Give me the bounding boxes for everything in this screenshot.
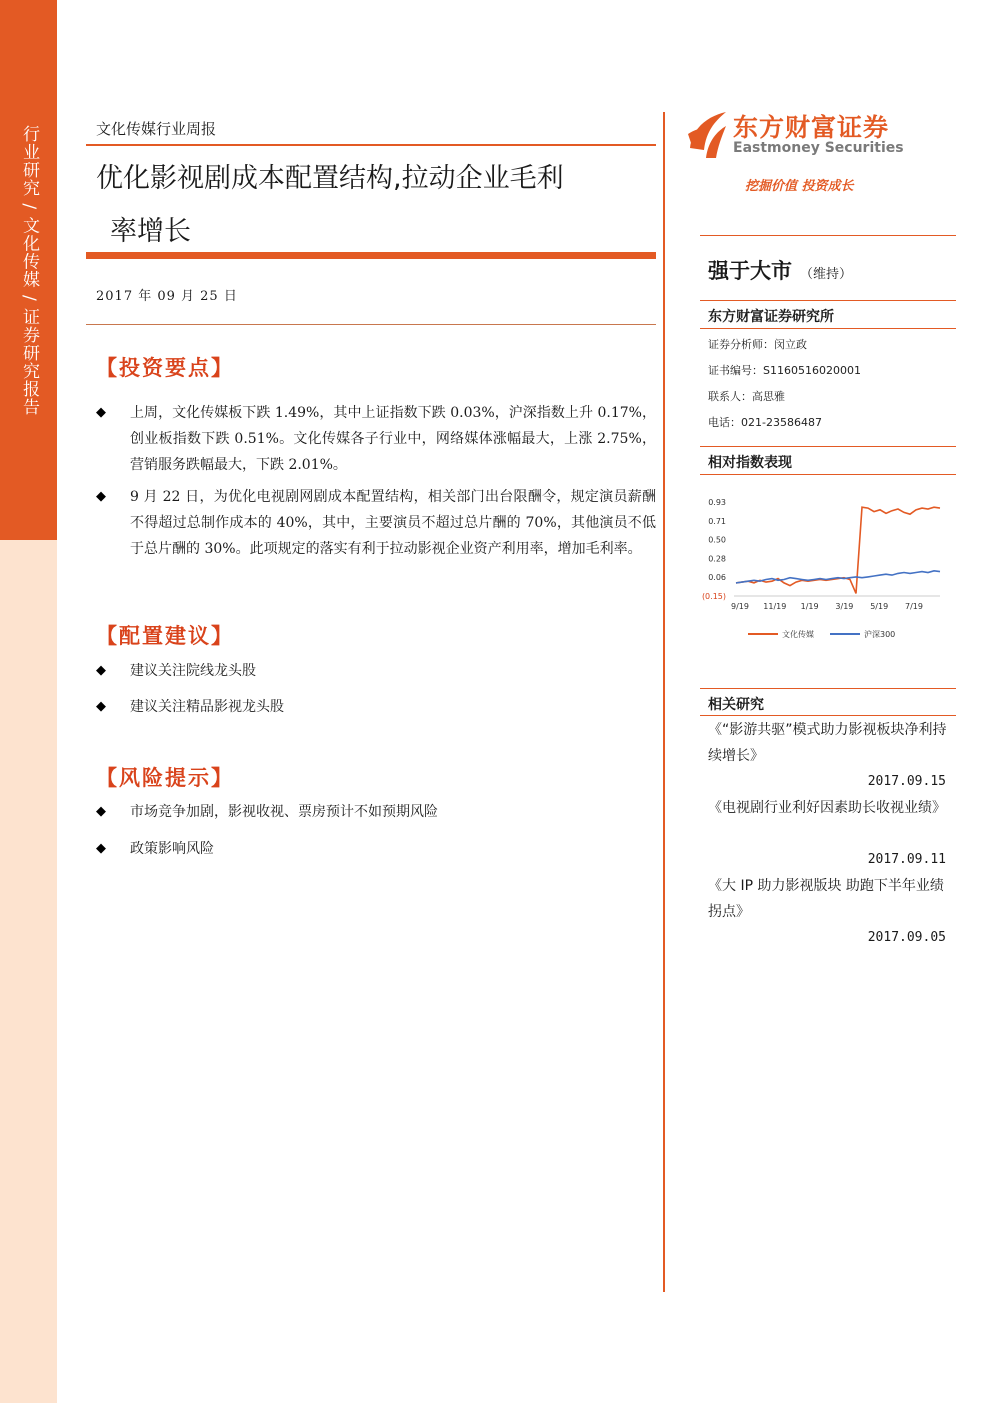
relative-index-chart bbox=[700, 488, 956, 643]
related-date: 2017.09.05 bbox=[867, 930, 946, 945]
legend-label: 沪深300 bbox=[864, 630, 896, 639]
sidebar-band-lower bbox=[0, 540, 57, 1403]
date-rule bbox=[86, 324, 656, 325]
related-date: 2017.09.15 bbox=[867, 774, 946, 789]
related-item[interactable] bbox=[708, 795, 954, 821]
invest-point-2: 9 月 22 日，为优化电视剧网剧成本配置结构，相关部门出台限酬令，规定演员薪酬不得超过总制作成本的 40%，其中，主要演员不超过总片酬的 70%，其他演员不低于总片酬的 30%。此项规定的落实有利于拉动影视企业资产利用率，增加毛利率。 bbox=[130, 489, 656, 557]
list-item bbox=[96, 484, 656, 562]
list-item bbox=[96, 799, 656, 825]
x-tick-label: 9/19 bbox=[731, 602, 749, 611]
brand-name: 东方财富证券 bbox=[733, 113, 890, 142]
y-tick-label: 0.06 bbox=[708, 573, 726, 583]
analyst-name: 证券分析师：闵立政 bbox=[708, 338, 807, 351]
rating-label: 强于大市 bbox=[708, 259, 792, 283]
y-tick-label: 0.28 bbox=[708, 554, 726, 564]
institute-rule bbox=[700, 328, 956, 329]
diamond-bullet-icon: ◆ bbox=[96, 804, 106, 819]
series-line-0 bbox=[736, 507, 940, 593]
cert-number: 证书编号：S1160516020001 bbox=[708, 364, 861, 377]
y-tick-label: 0.71 bbox=[708, 516, 726, 526]
invest-point-1: 上周，文化传媒板下跌 1.49%，其中上证指数下跌 0.03%，沪深指数上升 0.17%，创业板指数下跌 0.51%。文化传媒各子行业中，网络媒体涨幅最大，上涨 2.75%，营销服务跌幅最大，下跌 2.01%。 bbox=[130, 405, 656, 473]
sidebar-category: 行业研究 / 文化传媒 / 证券研究报告 bbox=[19, 125, 39, 417]
x-tick-label: 3/19 bbox=[835, 602, 854, 611]
title-line-1: 优化影视剧成本配置结构,拉动企业毛利 bbox=[96, 163, 564, 194]
diamond-bullet-icon: ◆ bbox=[96, 699, 106, 714]
related-title[interactable]: 《大 IP 助力影视版块 助跑下半年业绩拐点》 bbox=[708, 878, 944, 920]
chart-heading: 相对指数表现 bbox=[708, 455, 792, 471]
y-tick-label: (0.15) bbox=[701, 592, 726, 601]
chart-top-rule bbox=[700, 446, 956, 447]
x-tick-label: 11/19 bbox=[763, 602, 787, 611]
list-item bbox=[96, 400, 656, 478]
x-tick-label: 5/19 bbox=[870, 602, 889, 611]
y-tick-label: 0.50 bbox=[708, 535, 726, 545]
related-item[interactable] bbox=[708, 873, 954, 925]
x-tick-label: 7/19 bbox=[905, 602, 923, 611]
related-title[interactable]: 《“影游共驱”模式助力影视板块净利持续增长》 bbox=[708, 722, 947, 764]
list-item bbox=[96, 694, 656, 720]
related-heading-rule bbox=[700, 715, 956, 716]
risk-heading: 【风险提示】 bbox=[96, 765, 234, 790]
related-item[interactable] bbox=[708, 717, 954, 769]
x-tick-label: 1/19 bbox=[800, 602, 819, 611]
series-line-1 bbox=[736, 571, 940, 583]
rating-bottom-rule bbox=[700, 300, 956, 301]
risk-point-2: 政策影响风险 bbox=[130, 841, 214, 857]
legend-label: 文化传媒 bbox=[782, 630, 814, 639]
list-item bbox=[96, 836, 656, 862]
title-line-2: 率增长 bbox=[110, 216, 191, 247]
diamond-bullet-icon: ◆ bbox=[96, 841, 106, 856]
eastmoney-logo-icon bbox=[686, 110, 728, 160]
related-top-rule bbox=[700, 688, 956, 689]
invest-heading: 【投资要点】 bbox=[96, 355, 234, 380]
chart-svg bbox=[700, 488, 956, 643]
config-point-1: 建议关注院线龙头股 bbox=[130, 663, 256, 679]
institute-name: 东方财富证券研究所 bbox=[708, 309, 834, 325]
config-point-2: 建议关注精品影视龙头股 bbox=[130, 699, 284, 715]
diamond-bullet-icon: ◆ bbox=[96, 405, 106, 420]
page-title bbox=[96, 152, 641, 258]
config-heading: 【配置建议】 bbox=[96, 623, 234, 648]
report-date: 2017 年 09 月 25 日 bbox=[96, 289, 238, 304]
y-tick-label: 0.93 bbox=[708, 498, 726, 507]
related-date: 2017.09.11 bbox=[867, 852, 946, 867]
rating-status: （维持） bbox=[800, 267, 853, 282]
diamond-bullet-icon: ◆ bbox=[96, 663, 106, 678]
related-title[interactable]: 《电视剧行业利好因素助长收视业绩》 bbox=[708, 800, 946, 816]
report-type: 文化传媒行业周报 bbox=[96, 120, 217, 138]
contact-name: 联系人：高思雅 bbox=[708, 390, 785, 403]
risk-point-1: 市场竞争加剧，影视收视、票房预计不如预期风险 bbox=[130, 804, 438, 820]
brand-slogan: 挖掘价值 投资成长 bbox=[745, 179, 854, 194]
rating-top-rule bbox=[700, 235, 956, 236]
title-rule bbox=[86, 252, 656, 259]
rating bbox=[708, 255, 852, 285]
header-rule bbox=[86, 144, 656, 146]
diamond-bullet-icon: ◆ bbox=[96, 489, 106, 504]
chart-heading-rule bbox=[700, 474, 956, 475]
related-heading: 相关研究 bbox=[708, 697, 764, 713]
list-item bbox=[96, 658, 656, 684]
brand-name-en: Eastmoney Securities bbox=[733, 140, 904, 156]
contact-phone: 电话：021-23586487 bbox=[708, 416, 822, 429]
column-divider bbox=[663, 112, 665, 1292]
